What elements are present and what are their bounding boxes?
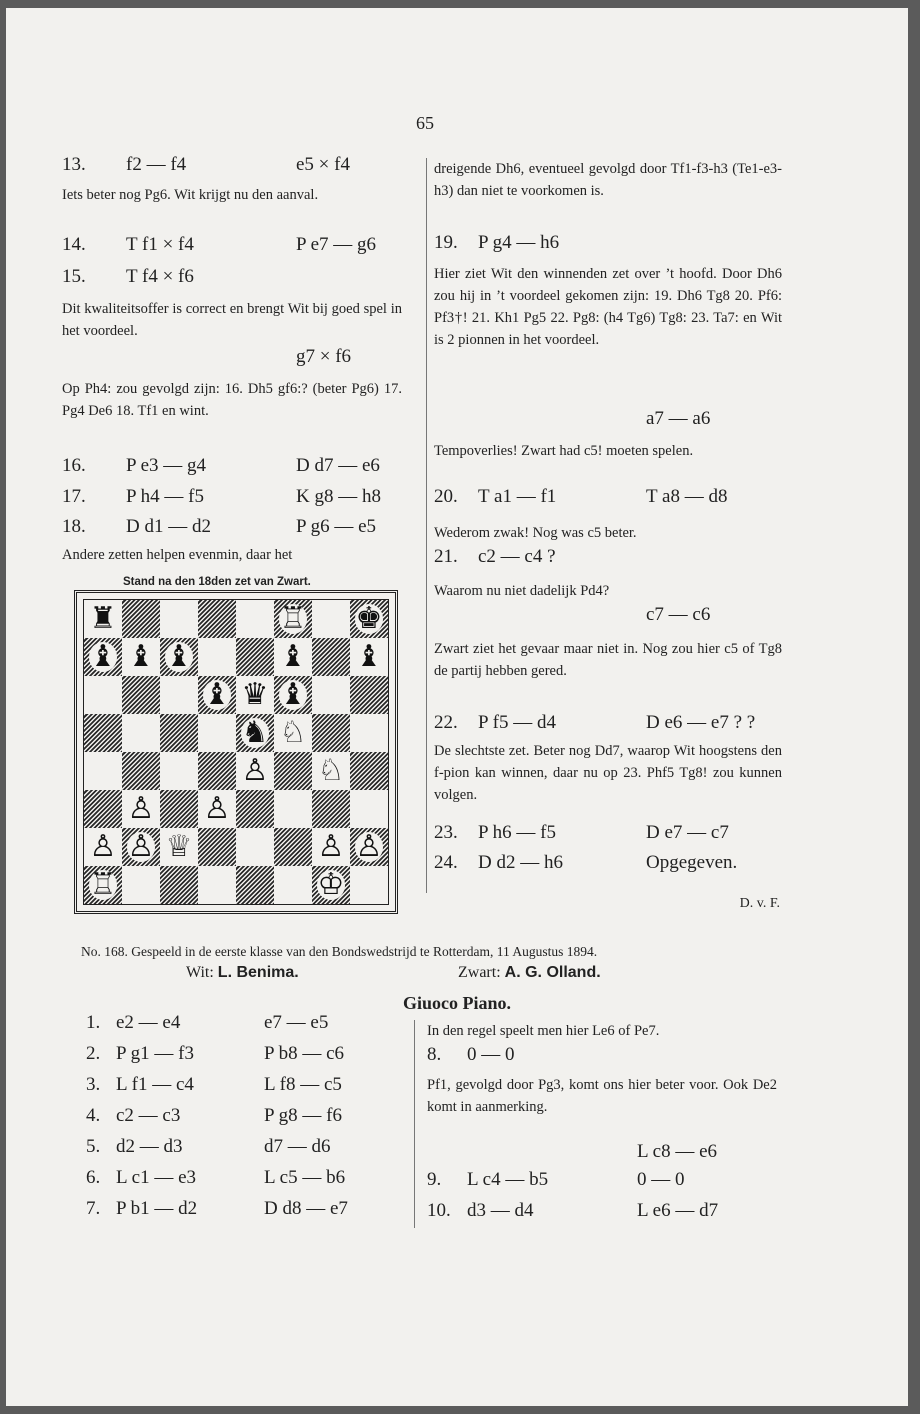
- black-move: P e7 — g6: [296, 234, 377, 255]
- white-move: c2 — c4 ?: [478, 546, 556, 567]
- white-move: T f1 × f4: [126, 234, 194, 255]
- white-move: D d1 — d2: [126, 516, 211, 537]
- white-move: 0 — 0: [467, 1044, 515, 1065]
- chess-piece-icon: ♙: [127, 829, 155, 864]
- black-move: Opgegeven.: [646, 852, 738, 873]
- white-move: c2 — c3: [116, 1105, 181, 1126]
- black-move: e7 — e5: [264, 1012, 329, 1033]
- light-square: [350, 866, 388, 904]
- light-square: [84, 828, 122, 866]
- chess-diagram: [74, 590, 398, 914]
- dark-square: [160, 790, 198, 828]
- white-label: Wit:: [186, 964, 214, 981]
- dark-square: [312, 714, 350, 752]
- black-move: D d7 — e6: [296, 455, 380, 476]
- white-move: L c1 — e3: [116, 1167, 197, 1188]
- light-square: [122, 790, 160, 828]
- dark-square: [350, 600, 388, 638]
- black-move: e5 × f4: [296, 154, 350, 175]
- black-move: D e6 — e7 ? ?: [646, 712, 756, 733]
- annotation: Wederom zwak! Nog was c5 beter.: [434, 525, 637, 541]
- light-square: [160, 828, 198, 866]
- light-square: [84, 676, 122, 714]
- light-square: [350, 638, 388, 676]
- move-number: 18.: [62, 516, 86, 537]
- black-move: P b8 — c6: [264, 1043, 345, 1064]
- move-number: 6.: [86, 1167, 101, 1188]
- chess-piece-icon: ♖: [89, 867, 117, 902]
- black-move: K g8 — h8: [296, 486, 381, 507]
- white-player-line: [186, 964, 299, 982]
- light-square: [198, 714, 236, 752]
- move-number: 4.: [86, 1105, 101, 1126]
- dark-square: [84, 866, 122, 904]
- dark-square: [84, 790, 122, 828]
- chess-piece-icon: ♙: [317, 829, 345, 864]
- dark-square: [350, 752, 388, 790]
- move-number: 8.: [427, 1044, 442, 1065]
- light-square: [312, 676, 350, 714]
- chess-piece-icon: ♙: [241, 753, 269, 788]
- light-square: [274, 866, 312, 904]
- light-square: [312, 828, 350, 866]
- annotation: Andere zetten helpen evenmin, daar het: [62, 547, 293, 563]
- light-square: [236, 676, 274, 714]
- annotation: Iets beter nog Pg6. Wit krijgt nu den aanval.: [62, 187, 319, 203]
- white-move: P g1 — f3: [116, 1043, 194, 1064]
- chess-piece-icon: ♛: [241, 677, 269, 712]
- dark-square: [350, 828, 388, 866]
- chess-piece-icon: ♖: [279, 601, 307, 636]
- light-square: [160, 600, 198, 638]
- move-number: 21.: [434, 546, 458, 567]
- light-square: [160, 752, 198, 790]
- chess-piece-icon: ♙: [203, 791, 231, 826]
- chess-piece-icon: ♔: [317, 867, 345, 902]
- move-number: 16.: [62, 455, 86, 476]
- annotation: Hier ziet Wit den winnenden zet over ’t hoofd. Door Dh6 zou hij in ’t voordeel gekomen zijn: 19. Dh6 Tg8 20. Pf6: Pf3†! 21. Kh1 Pg5 22. Pg8: (h4 Tg6) Tg8: 23. Ta7: en Wit is 2 pionnen in het voordeel.: [434, 266, 782, 348]
- white-move: T a1 — f1: [478, 486, 557, 507]
- dark-square: [236, 714, 274, 752]
- move-number: 20.: [434, 486, 458, 507]
- chess-piece-icon: ♞: [241, 715, 269, 750]
- dark-square: [122, 752, 160, 790]
- light-square: [198, 866, 236, 904]
- move-number: 22.: [434, 712, 458, 733]
- white-move: P f5 — d4: [478, 712, 556, 733]
- white-player: L. Benima.: [217, 964, 299, 981]
- white-move: D d2 — h6: [478, 852, 563, 873]
- annotation: Dit kwaliteitsoffer is correct en brengt Wit bij goed spel in het voordeel.: [62, 301, 402, 339]
- black-player: A. G. Olland.: [504, 964, 601, 981]
- move-number: 1.: [86, 1012, 101, 1033]
- dark-square: [160, 866, 198, 904]
- black-label: Zwart:: [458, 964, 501, 981]
- black-move: D d8 — e7: [264, 1198, 348, 1219]
- move-number: 9.: [427, 1169, 442, 1190]
- annotation: Pf1, gevolgd door Pg3, komt ons hier beter voor. Ook De2 komt in aanmerking.: [427, 1077, 777, 1115]
- chess-piece-icon: ♝: [279, 639, 307, 674]
- dark-square: [312, 790, 350, 828]
- dark-square: [274, 600, 312, 638]
- white-move: P b1 — d2: [116, 1198, 198, 1219]
- light-square: [236, 828, 274, 866]
- chess-piece-icon: ♘: [279, 715, 307, 750]
- chess-piece-icon: ♝: [165, 639, 193, 674]
- game-header: No. 168. Gespeeld in de eerste klasse van den Bondswedstrijd te Rotterdam, 11 Augustus 1894.: [81, 944, 598, 959]
- light-square: [122, 638, 160, 676]
- dark-square: [198, 828, 236, 866]
- light-square: [274, 638, 312, 676]
- move-number: 2.: [86, 1043, 101, 1064]
- light-square: [84, 752, 122, 790]
- black-player-line: [458, 964, 601, 982]
- white-move: e2 — e4: [116, 1012, 181, 1033]
- chess-board: [83, 599, 389, 905]
- black-move: L e6 — d7: [637, 1200, 719, 1221]
- light-square: [350, 790, 388, 828]
- diagram-caption: Stand na den 18den zet van Zwart.: [123, 576, 311, 588]
- dark-square: [160, 714, 198, 752]
- dark-square: [274, 676, 312, 714]
- white-move: f2 — f4: [126, 154, 187, 175]
- light-square: [84, 600, 122, 638]
- black-move: g7 × f6: [296, 346, 352, 367]
- light-square: [312, 600, 350, 638]
- annotation: Tempoverlies! Zwart had c5! moeten spelen.: [434, 443, 694, 459]
- dark-square: [350, 676, 388, 714]
- dark-square: [160, 638, 198, 676]
- dark-square: [312, 866, 350, 904]
- dark-square: [122, 600, 160, 638]
- move-number: 15.: [62, 266, 86, 287]
- light-square: [236, 600, 274, 638]
- white-move: P h4 — f5: [126, 486, 204, 507]
- move-number: 7.: [86, 1198, 101, 1219]
- light-square: [198, 790, 236, 828]
- annotation: Zwart ziet het gevaar maar niet in. Nog zou hier c5 of Tg8 de partij hebben gered.: [434, 641, 782, 679]
- dark-square: [122, 676, 160, 714]
- chess-piece-icon: ♝: [355, 639, 383, 674]
- annotation: In den regel speelt men hier Le6 of Pe7.: [427, 1023, 660, 1039]
- black-move: L f8 — c5: [264, 1074, 342, 1095]
- light-square: [274, 714, 312, 752]
- black-move: L c5 — b6: [264, 1167, 346, 1188]
- black-move: d7 — d6: [264, 1136, 331, 1157]
- black-move: a7 — a6: [646, 408, 711, 429]
- chess-piece-icon: ♝: [89, 639, 117, 674]
- black-move: c7 — c6: [646, 604, 711, 625]
- chess-piece-icon: ♙: [355, 829, 383, 864]
- dark-square: [236, 866, 274, 904]
- white-move: d2 — d3: [116, 1136, 183, 1157]
- chess-piece-icon: ♝: [279, 677, 307, 712]
- opening-title: Giuoco Piano.: [402, 993, 511, 1013]
- move-number: 14.: [62, 234, 86, 255]
- dark-square: [84, 714, 122, 752]
- move-number: 3.: [86, 1074, 101, 1095]
- dark-square: [198, 752, 236, 790]
- annotation: De slechtste zet. Beter nog Dd7, waarop Wit hoogstens den f-pion kan winnen, daar nu op 23. Phf5 Tg8! zou kunnen volgen.: [434, 743, 782, 803]
- dark-square: [236, 638, 274, 676]
- black-move: P g8 — f6: [264, 1105, 342, 1126]
- dark-square: [198, 600, 236, 638]
- chess-piece-icon: ♝: [127, 639, 155, 674]
- white-move: T f4 × f6: [126, 266, 194, 287]
- move-number: 24.: [434, 852, 458, 873]
- chess-piece-icon: ♙: [89, 829, 117, 864]
- black-move: D e7 — c7: [646, 822, 729, 843]
- move-number: 17.: [62, 486, 86, 507]
- signature: D. v. F.: [739, 896, 780, 911]
- white-move: P e3 — g4: [126, 455, 207, 476]
- chess-piece-icon: ♕: [165, 829, 193, 864]
- white-move: L f1 — c4: [116, 1074, 194, 1095]
- dark-square: [236, 790, 274, 828]
- chess-piece-icon: ♜: [89, 601, 117, 636]
- white-move: P g4 — h6: [478, 232, 560, 253]
- light-square: [350, 714, 388, 752]
- move-number: 10.: [427, 1200, 451, 1221]
- chess-piece-icon: ♚: [355, 601, 383, 636]
- dark-square: [198, 676, 236, 714]
- chess-piece-icon: ♝: [203, 677, 231, 712]
- annotation: Waarom nu niet dadelijk Pd4?: [434, 583, 610, 599]
- chess-piece-icon: ♘: [317, 753, 345, 788]
- light-square: [236, 752, 274, 790]
- dark-square: [274, 828, 312, 866]
- dark-square: [122, 828, 160, 866]
- white-move: d3 — d4: [467, 1200, 534, 1221]
- annotation: dreigende Dh6, eventueel gevolgd door Tf1-f3-h3 (Te1-e3-h3) dan niet te voorkomen is.: [434, 161, 782, 199]
- move-number: 23.: [434, 822, 458, 843]
- page-number: 65: [416, 113, 434, 133]
- light-square: [160, 676, 198, 714]
- dark-square: [84, 638, 122, 676]
- chess-piece-icon: ♙: [127, 791, 155, 826]
- black-move: P g6 — e5: [296, 516, 377, 537]
- light-square: [274, 790, 312, 828]
- move-number: 19.: [434, 232, 458, 253]
- light-square: [122, 714, 160, 752]
- black-move: L c8 — e6: [637, 1141, 718, 1162]
- move-number: 13.: [62, 154, 86, 175]
- light-square: [312, 752, 350, 790]
- game-divider: [414, 1020, 415, 1228]
- black-move: T a8 — d8: [646, 486, 728, 507]
- column-divider: [426, 158, 427, 893]
- light-square: [198, 638, 236, 676]
- move-number: 5.: [86, 1136, 101, 1157]
- book-page: [6, 8, 908, 1406]
- white-move: L c4 — b5: [467, 1169, 549, 1190]
- light-square: [122, 866, 160, 904]
- dark-square: [312, 638, 350, 676]
- dark-square: [274, 752, 312, 790]
- black-move: 0 — 0: [637, 1169, 685, 1190]
- annotation: Op Ph4: zou gevolgd zijn: 16. Dh5 gf6:? (beter Pg6) 17. Pg4 De6 18. Tf1 en wint.: [62, 381, 402, 419]
- white-move: P h6 — f5: [478, 822, 556, 843]
